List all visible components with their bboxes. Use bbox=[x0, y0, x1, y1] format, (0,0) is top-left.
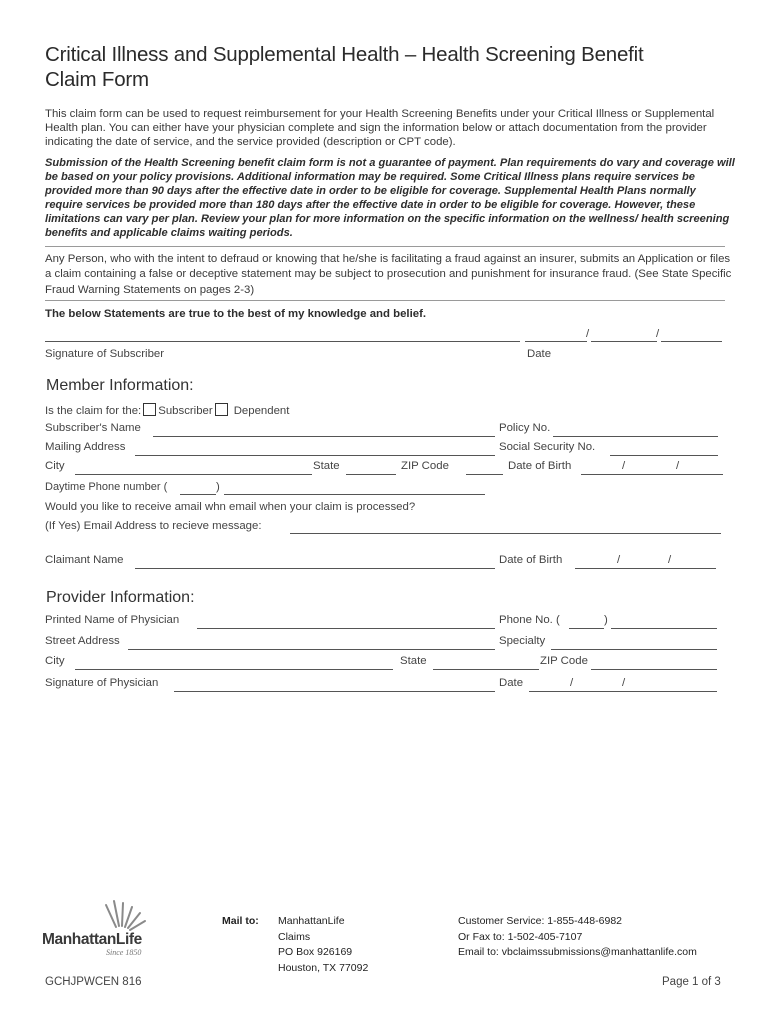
notice-paragraph: Submission of the Health Screening benefit claim form is not a guarantee of payment. Plan requirements do vary and coverage will be based on your policy provisions. Additional information may be required. Some Critical Illness plans require services be provided more than 90 days after the effective date in order to be eligible for coverage. Supplemental Health Plans normally require services be provided more than 180 days after the effective date in order to be eligible for coverage. However, these limitations can vary per plan. Review your plan for more information on the specific information on the wellness/ health screening benefits and applicable claims waiting periods. bbox=[45, 157, 735, 240]
dependent-checkbox[interactable] bbox=[215, 403, 228, 416]
subscriber-checkbox[interactable] bbox=[143, 403, 156, 416]
contact-block bbox=[458, 914, 697, 961]
provider-state-field[interactable] bbox=[433, 669, 539, 670]
street-address-field[interactable] bbox=[128, 649, 495, 650]
provider-date-field[interactable] bbox=[529, 691, 717, 692]
date-slash: / bbox=[570, 677, 574, 689]
fax-number: Or Fax to: 1-502-405-7107 bbox=[458, 930, 583, 943]
intro-paragraph: This claim form can be used to request reimbursement for your Health Screening Benefits under your Critical Illness or Supplemental Health plan. You can either have your physician complete and sign the information below or attach documentation from the provider indicating the date of service, and the service provided (description or CPT code). bbox=[45, 108, 715, 149]
provider-zip-label: ZIP Code bbox=[540, 655, 588, 667]
manhattanlife-logo bbox=[42, 897, 172, 959]
provider-city-field[interactable] bbox=[75, 669, 393, 670]
dob-field[interactable] bbox=[581, 474, 723, 475]
state-field[interactable] bbox=[346, 474, 396, 475]
phone-no-label: Phone No. ( bbox=[499, 614, 560, 626]
ssn-field[interactable] bbox=[610, 455, 718, 456]
dob-label: Date of Birth bbox=[508, 460, 572, 472]
date-slash: / bbox=[617, 554, 621, 566]
provider-information-heading: Provider Information: bbox=[46, 589, 195, 606]
mail-line: ManhattanLife bbox=[278, 915, 345, 927]
dependent-option-label: Dependent bbox=[233, 405, 290, 417]
mailing-address-label: Mailing Address bbox=[45, 441, 126, 453]
page-number: Page 1 of 3 bbox=[662, 976, 721, 988]
phone-field[interactable] bbox=[611, 628, 717, 629]
subscriber-name-field[interactable] bbox=[153, 436, 495, 437]
mailing-address-field[interactable] bbox=[135, 455, 495, 456]
physician-name-label: Printed Name of Physician bbox=[45, 614, 180, 626]
phone-close: ) bbox=[604, 614, 608, 626]
signature-date-label: Date bbox=[527, 348, 552, 360]
date-slash: / bbox=[676, 460, 680, 472]
policy-no-label: Policy No. bbox=[499, 422, 551, 434]
claimant-name-label: Claimant Name bbox=[45, 554, 124, 566]
divider bbox=[45, 300, 725, 301]
claim-for-label: Is the claim for the: bbox=[45, 405, 142, 417]
phone-area-field[interactable] bbox=[569, 628, 604, 629]
subscriber-name-label: Subscriber's Name bbox=[45, 422, 141, 434]
date-slash: / bbox=[668, 554, 672, 566]
form-title bbox=[45, 42, 735, 92]
logo-text: ManhattanLife bbox=[42, 931, 142, 948]
date-slash: / bbox=[656, 328, 660, 340]
specialty-field[interactable] bbox=[551, 649, 717, 650]
form-title-line1: Critical Illness and Supplemental Health – Health Screening Benefit bbox=[45, 43, 644, 66]
form-code: GCHJPWCEN 816 bbox=[45, 976, 142, 988]
member-information-heading: Member Information: bbox=[46, 377, 194, 394]
city-label: City bbox=[45, 460, 65, 472]
date-slash: / bbox=[622, 677, 626, 689]
provider-city-label: City bbox=[45, 655, 65, 667]
provider-state-label: State bbox=[400, 655, 427, 667]
email-question: Would you like to receive amail whn email when your claim is processed? bbox=[45, 501, 416, 513]
mail-line: PO Box 926169 bbox=[278, 946, 353, 958]
city-field[interactable] bbox=[75, 474, 312, 475]
mail-line: Claims bbox=[278, 930, 311, 943]
provider-zip-field[interactable] bbox=[591, 669, 717, 670]
claimant-name-field[interactable] bbox=[135, 568, 495, 569]
subscriber-option-label: Subscriber bbox=[158, 405, 213, 417]
form-title-line2: Claim Form bbox=[45, 68, 149, 91]
daytime-phone-area-field[interactable] bbox=[180, 494, 216, 495]
email-address-field[interactable] bbox=[290, 533, 721, 534]
statement-text: The below Statements are true to the best of my knowledge and belief. bbox=[45, 308, 427, 320]
zip-field[interactable] bbox=[466, 474, 503, 475]
mail-to-label: Mail to: bbox=[222, 915, 259, 927]
subscriber-signature-label: Signature of Subscriber bbox=[45, 348, 165, 360]
claimant-dob-label: Date of Birth bbox=[499, 554, 563, 566]
date-slash: / bbox=[622, 460, 626, 472]
physician-signature-field[interactable] bbox=[174, 691, 495, 692]
provider-date-label: Date bbox=[499, 677, 524, 689]
claim-for-row bbox=[45, 403, 289, 417]
claimant-dob-field[interactable] bbox=[575, 568, 716, 569]
subscriber-signature-field[interactable] bbox=[45, 341, 520, 342]
daytime-phone-close: ) bbox=[216, 481, 220, 493]
signature-date-day-field[interactable] bbox=[591, 341, 657, 342]
date-slash: / bbox=[586, 328, 590, 340]
mail-line: Houston, TX 77092 bbox=[278, 961, 369, 974]
divider bbox=[45, 246, 725, 247]
claims-email[interactable]: Email to: vbclaimssubmissions@manhattanlife.com bbox=[458, 946, 697, 958]
daytime-phone-label: Daytime Phone number ( bbox=[45, 481, 168, 493]
email-address-label: (If Yes) Email Address to recieve message: bbox=[45, 520, 262, 532]
street-address-label: Street Address bbox=[45, 635, 120, 647]
signature-date-year-field[interactable] bbox=[661, 341, 722, 342]
zip-label: ZIP Code bbox=[401, 460, 449, 472]
specialty-label: Specialty bbox=[499, 635, 546, 647]
fraud-warning: Any Person, who with the intent to defraud or knowing that he/she is facilitating a fraud against an insurer, submits an Application or files a claim containing a false or deceptive statement may be subject to prosecution and punishment for insurance fraud. (See State Specific Fraud Warning Statements on pages 2-3) bbox=[45, 253, 732, 296]
logo-since: Since 1850 bbox=[106, 948, 142, 957]
ssn-label: Social Security No. bbox=[499, 441, 596, 453]
mail-address bbox=[278, 914, 368, 976]
customer-service: Customer Service: 1-855-448-6982 bbox=[458, 915, 623, 927]
physician-signature-label: Signature of Physician bbox=[45, 677, 159, 689]
policy-no-field[interactable] bbox=[553, 436, 718, 437]
daytime-phone-field[interactable] bbox=[224, 494, 485, 495]
signature-date-month-field[interactable] bbox=[525, 341, 587, 342]
physician-name-field[interactable] bbox=[197, 628, 495, 629]
state-label: State bbox=[313, 460, 340, 472]
